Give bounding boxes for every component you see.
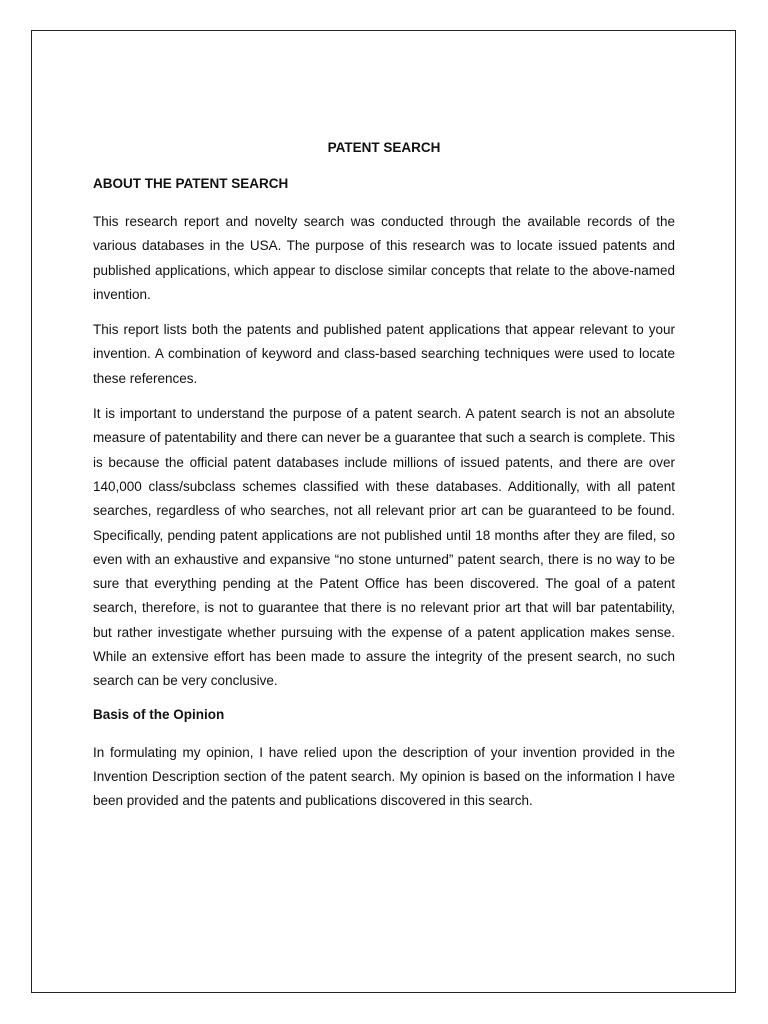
document-body xyxy=(93,138,675,825)
paragraph-about-2: This report lists both the patents and published patent applications that appear relevant to your invention. A combination of keyword and class-based searching techniques were used to locate these references. xyxy=(93,322,675,386)
paragraph-about-3: It is important to understand the purpose of a patent search. A patent search is not an absolute measure of patentability and there can never be a guarantee that such a search is complete. This is because the official patent databases include millions of issued patents, and there are over 140,000 class/subclass schemes classified with these databases. Additionally, with all patent searches, regardless of who searches, not all relevant prior art can be guaranteed to be found. Specifically, pending patent applications are not published until 18 months after they are filed, so even with an exhaustive and expansive “no stone unturned” patent search, there is no way to be sure that everything pending at the Patent Office has been discovered. The goal of a patent search, therefore, is not to guarantee that there is no relevant prior art that will bar patentability, but rather investigate whether pursuing with the expense of a patent application makes sense. While an extensive effort has been made to assure the integrity of the present search, no such search can be very conclusive. xyxy=(93,406,675,689)
section-heading-basis: Basis of the Opinion xyxy=(93,706,225,722)
section-heading-about: ABOUT THE PATENT SEARCH xyxy=(93,176,289,191)
document-title: PATENT SEARCH xyxy=(327,140,441,155)
paragraph-about-1: This research report and novelty search was conducted through the available records of the various databases in the USA. The purpose of this research was to locate issued patents and published applications, which appear to disclose similar concepts that relate to the above-named invention. xyxy=(93,214,675,302)
paragraph-basis-1: In formulating my opinion, I have relied upon the description of your invention provided in the Invention Description section of the patent search. My opinion is based on the information I have been provided and the patents and publications discovered in this search. xyxy=(93,744,675,809)
